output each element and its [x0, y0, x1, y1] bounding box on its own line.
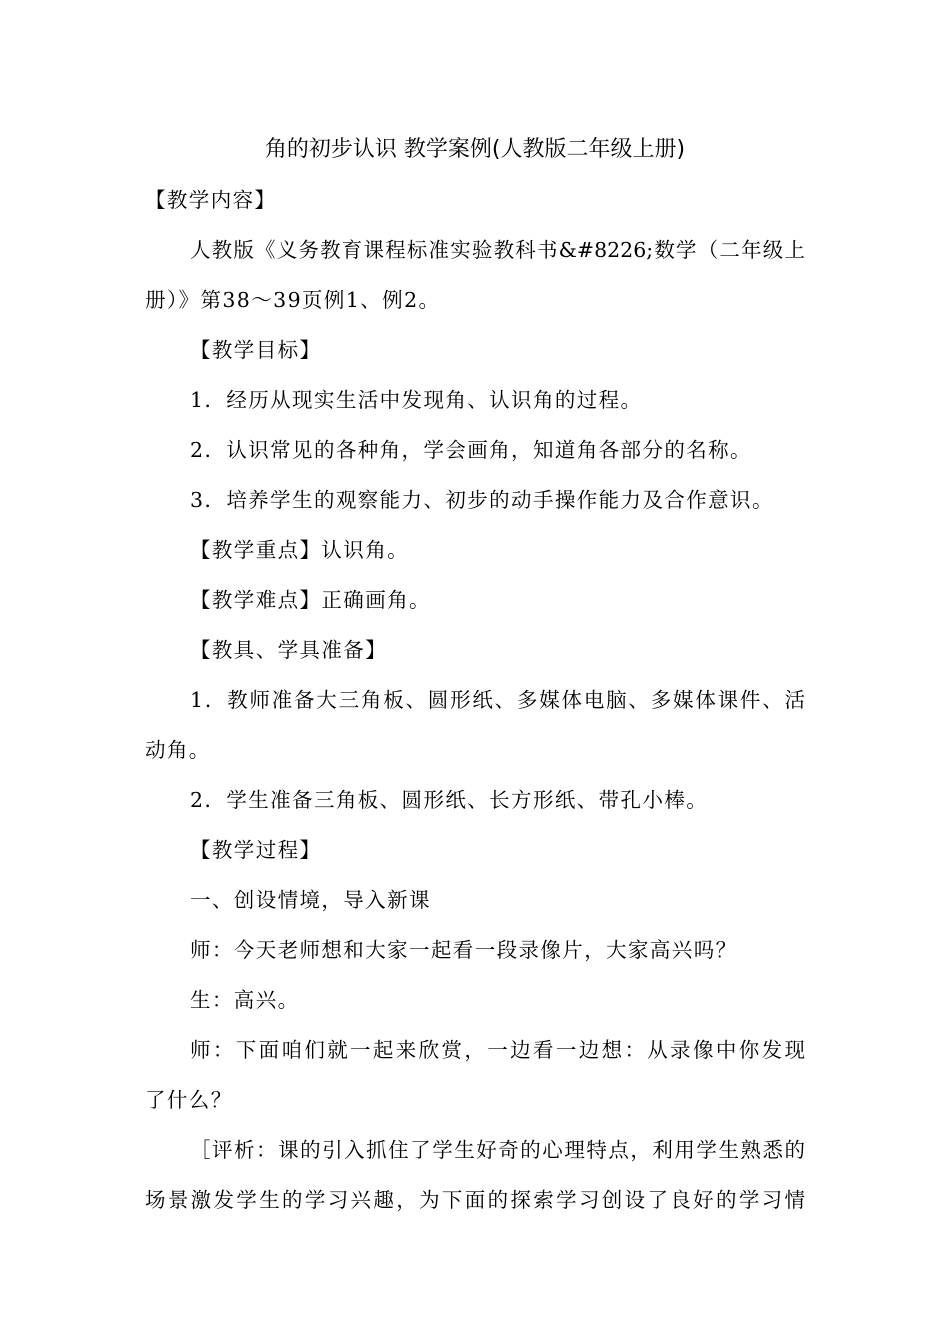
list-item: 2．学生准备三角板、圆形纸、长方形纸、带孔小棒。: [190, 788, 709, 812]
paragraph-line: 册）》第38～39页例1、例2。: [145, 288, 441, 312]
section-heading-objectives: 【教学目标】: [190, 338, 322, 362]
dialogue-line: 生：高兴。: [190, 988, 300, 1012]
paragraph-line: 了什么？: [145, 1088, 233, 1112]
list-item: 3．培养学生的观察能力、初步的动手操作能力及合作意识。: [190, 488, 774, 512]
dialogue-line: 师：下面咱们就一起来欣赏，一边看一边想：从录像中你发现: [190, 1038, 805, 1062]
dialogue-line: 师：今天老师想和大家一起看一段录像片，大家高兴吗？: [190, 938, 738, 962]
list-item: 1．经历从现实生活中发现角、认识角的过程。: [190, 388, 643, 412]
section-heading-materials: 【教具、学具准备】: [190, 638, 388, 662]
paragraph-line: 动角。: [145, 738, 211, 762]
commentary-line: 场景激发学生的学习兴趣，为下面的探索学习创设了良好的学习情: [145, 1188, 805, 1212]
section-heading-process: 【教学过程】: [190, 838, 322, 862]
subsection-heading: 一、创设情境，导入新课: [190, 888, 431, 912]
list-item: 1．教师准备大三角板、圆形纸、多媒体电脑、多媒体课件、活: [190, 688, 805, 712]
section-heading-difficulty: 【教学难点】正确画角。: [190, 588, 431, 612]
document-title: 角的初步认识 教学案例(人教版二年级上册): [264, 137, 686, 162]
paragraph-line: 人教版《义务教育课程标准实验教科书&#8226;数学（二年级上: [190, 238, 805, 262]
section-heading-content: 【教学内容】: [145, 188, 277, 212]
section-heading-key-point: 【教学重点】认识角。: [190, 538, 409, 562]
commentary-line: ［评析：课的引入抓住了学生好奇的心理特点，利用学生熟悉的: [190, 1138, 805, 1162]
list-item: 2．认识常见的各种角，学会画角，知道角各部分的名称。: [190, 438, 752, 462]
